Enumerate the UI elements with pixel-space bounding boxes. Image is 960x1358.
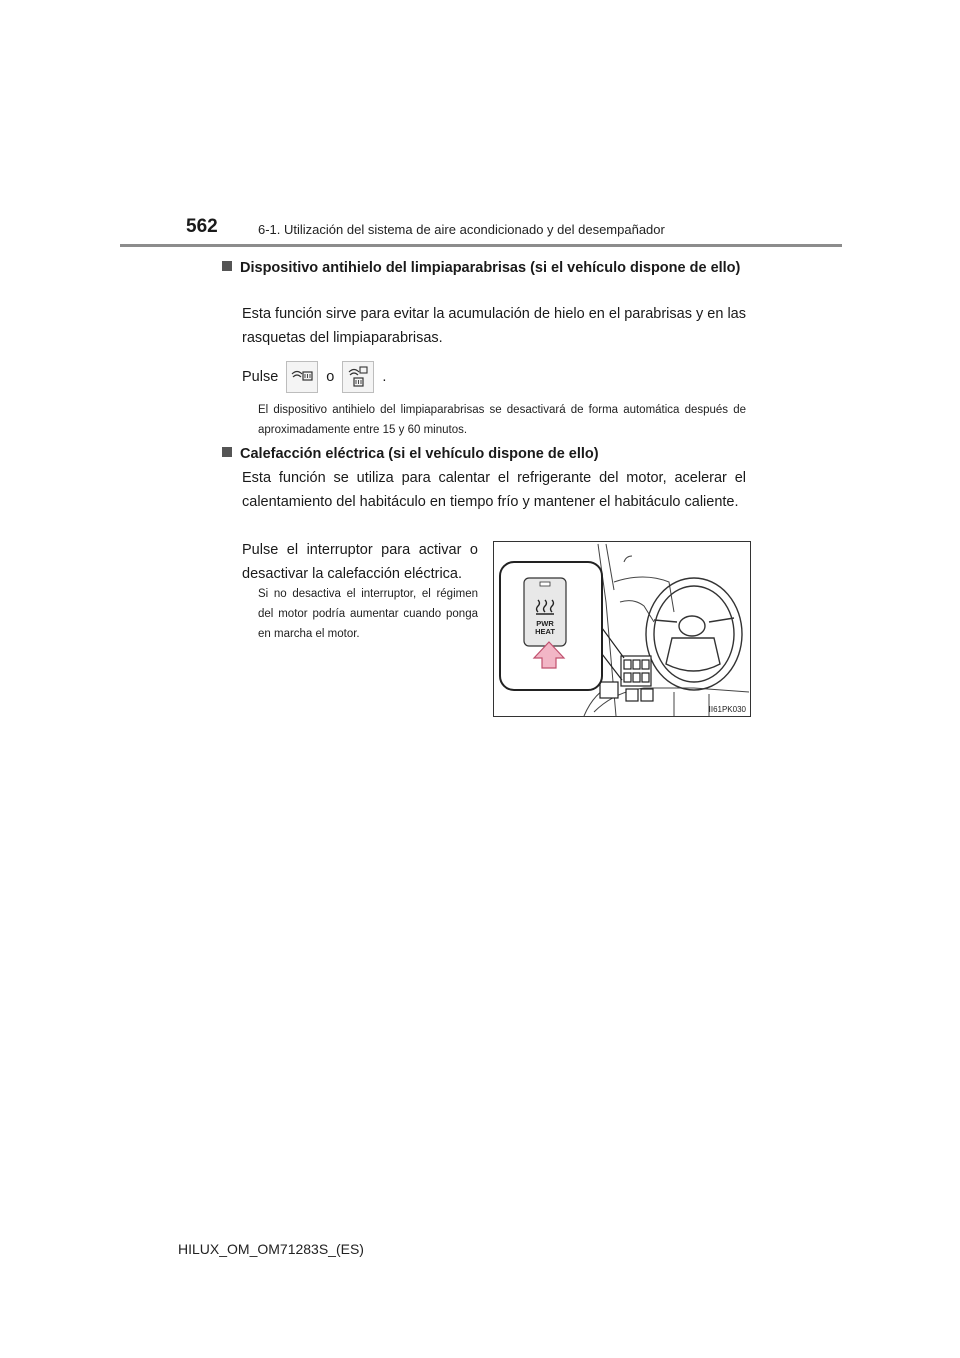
running-header: 6-1. Utilización del sistema de aire acondicionado y del desempañador — [258, 222, 665, 237]
square-bullet-icon — [222, 447, 232, 457]
header-rule — [120, 244, 842, 247]
instruction-or: o — [326, 369, 335, 385]
heading-text: Dispositivo antihielo del limpiaparabrisas (si el vehículo dispone de ello) — [240, 260, 741, 276]
square-bullet-icon — [222, 261, 232, 271]
instruction-wiper-deicer — [242, 364, 386, 390]
footer-doc-id: HILUX_OM_OM71283S_(ES) — [178, 1241, 364, 1257]
switch-label-line1: PWR — [536, 619, 554, 628]
heading-text: Calefacción eléctrica (si el vehículo dispone de ello) — [240, 446, 599, 462]
page-number: 562 — [186, 216, 218, 237]
instruction-prefix: Pulse — [242, 369, 279, 385]
dashboard-drawing — [494, 542, 750, 716]
instruction-power-heater: Pulse el interruptor para activar o desactivar la calefacción eléctrica. — [242, 542, 478, 582]
wiper-deicer-alt-icon — [342, 361, 374, 393]
section-heading-wiper-deicer — [222, 256, 746, 280]
note-power-heater: Si no desactiva el interruptor, el régimen del motor podría aumentar cuando ponga en marcha el motor. — [258, 588, 478, 640]
switch-label-line2: HEAT — [535, 627, 555, 636]
figure-code: II61PK030 — [708, 705, 746, 714]
instruction-suffix: . — [382, 369, 387, 385]
wiper-deicer-icon — [286, 361, 318, 393]
paragraph-wiper-deicer: Esta función sirve para evitar la acumulación de hielo en el parabrisas y en las rasquetas del limpiaparabrisas. — [242, 306, 746, 346]
power-heat-illustration — [493, 541, 751, 717]
paragraph-power-heater: Esta función se utiliza para calentar el refrigerante del motor, acelerar el calentamiento del habitáculo en tiempo frío y mantener el habitáculo caliente. — [242, 470, 746, 510]
note-wiper-deicer: El dispositivo antihielo del limpiaparabrisas se desactivará de forma automática después de aproximadamente entre 15 y 60 minutos. — [258, 404, 746, 436]
section-heading-power-heater — [222, 442, 746, 466]
